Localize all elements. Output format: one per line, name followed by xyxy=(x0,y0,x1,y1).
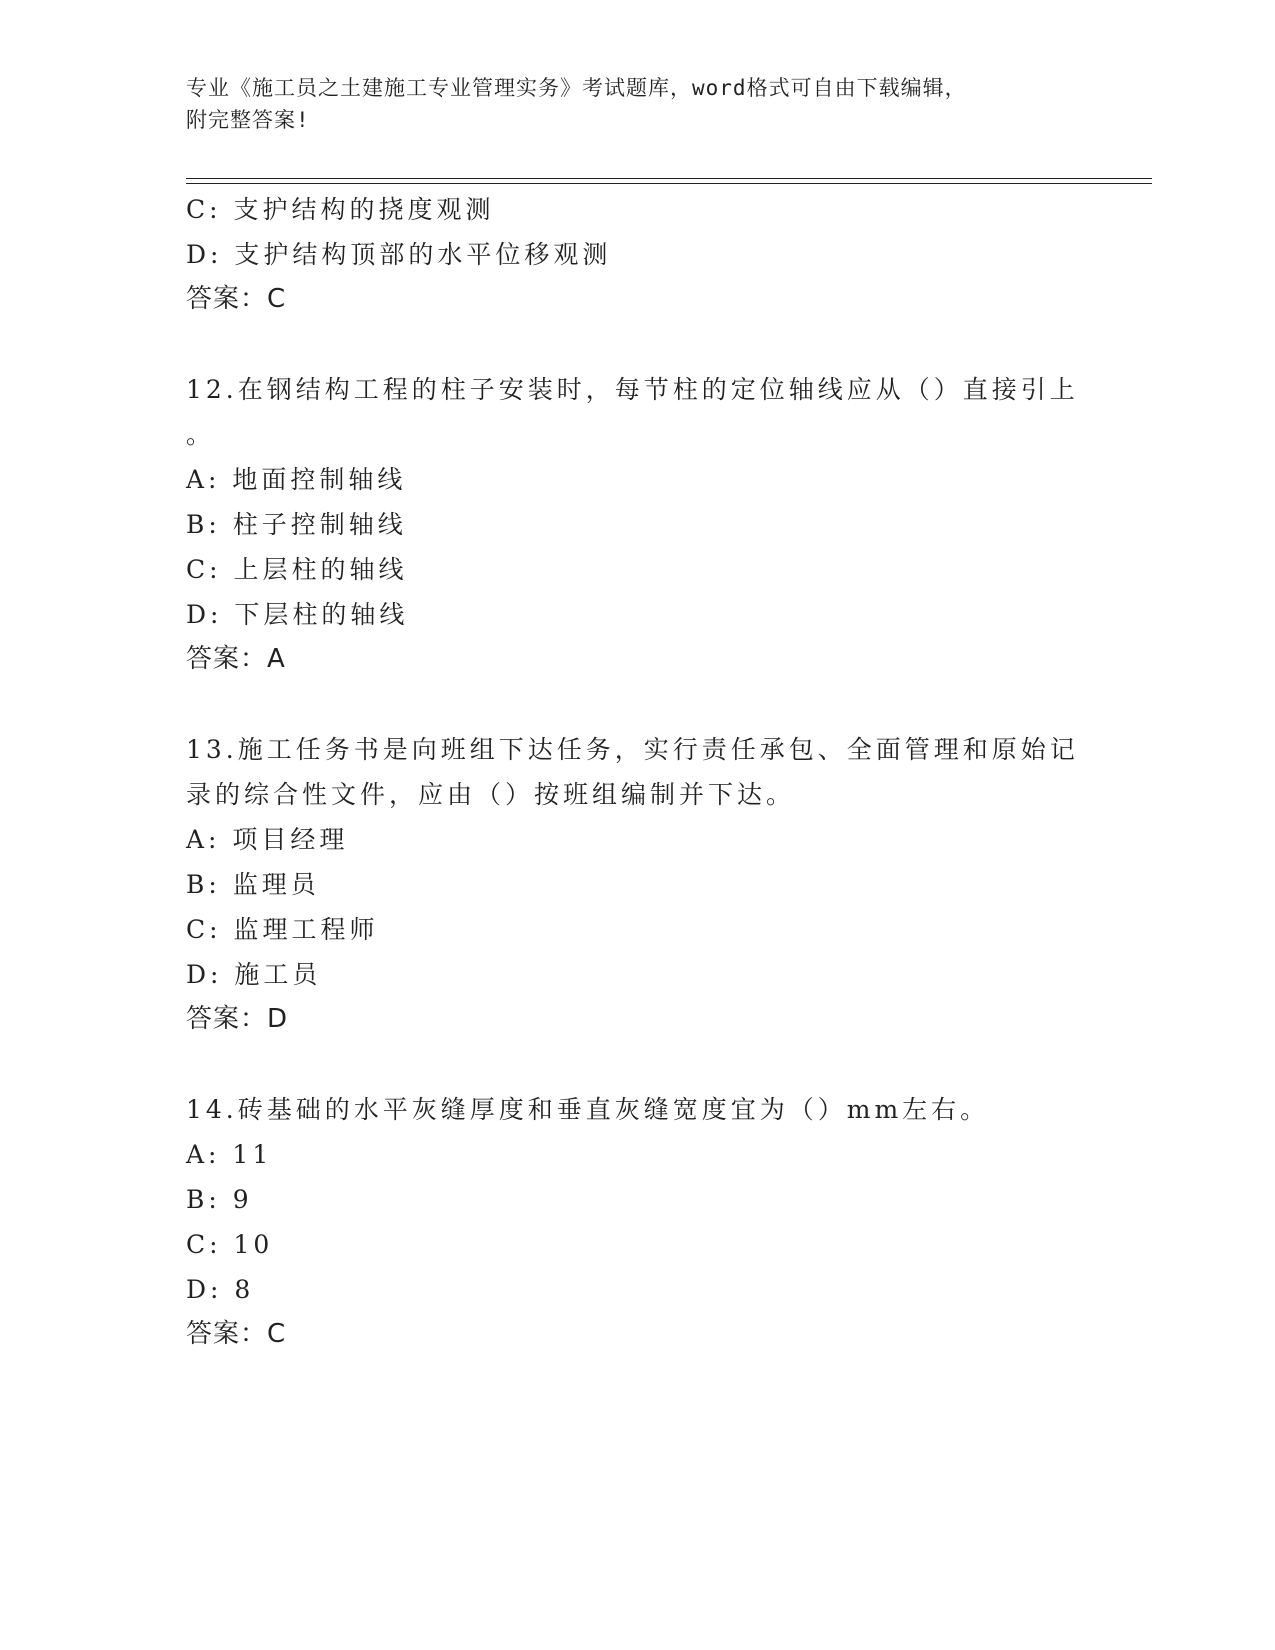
question-14-option-d: D: 8 xyxy=(186,1275,255,1304)
question-12-stem-line-2: 。 xyxy=(186,420,216,449)
question-13-answer: 答案：D xyxy=(186,1004,289,1034)
document-header xyxy=(186,72,1086,136)
question-12-option-b: B: 柱子控制轴线 xyxy=(186,510,407,539)
question-12-option-d: D: 下层柱的轴线 xyxy=(186,600,409,629)
header-divider-top xyxy=(186,178,1152,179)
header-line-2: 附完整答案! xyxy=(186,108,310,132)
question-14-answer: 答案：C xyxy=(186,1319,287,1349)
question-14-stem-line-1: 14.砖基础的水平灰缝厚度和垂直灰缝宽度宜为（）mm左右。 xyxy=(186,1095,990,1124)
header-line-1: 专业《施工员之土建施工专业管理实务》考试题库，word格式可自由下载编辑， xyxy=(186,76,967,100)
option-d: D: 支护结构顶部的水平位移观测 xyxy=(186,240,612,269)
question-13-stem-line-1: 13.施工任务书是向班组下达任务，实行责任承包、全面管理和原始记 xyxy=(186,735,1079,764)
question-14-option-b: B: 9 xyxy=(186,1185,253,1214)
question-13-option-c: C: 监理工程师 xyxy=(186,915,379,944)
question-13-option-d: D: 施工员 xyxy=(186,960,322,989)
answer-label: 答案：C xyxy=(186,284,287,314)
question-13-option-a: A: 项目经理 xyxy=(186,825,349,854)
question-12-option-c: C: 上层柱的轴线 xyxy=(186,555,408,584)
question-12-option-a: A: 地面控制轴线 xyxy=(186,465,407,494)
question-12-answer: 答案：A xyxy=(186,644,286,674)
question-14-option-c: C: 10 xyxy=(186,1230,274,1259)
question-14-option-a: A: 11 xyxy=(186,1140,273,1169)
question-12-stem-line-1: 12.在钢结构工程的柱子安装时，每节柱的定位轴线应从（）直接引上 xyxy=(186,375,1079,404)
header-divider-bottom xyxy=(186,183,1152,184)
question-13-option-b: B: 监理员 xyxy=(186,870,320,899)
question-13-stem-line-2: 录的综合性文件，应由（）按班组编制并下达。 xyxy=(186,780,796,809)
option-c: C: 支护结构的挠度观测 xyxy=(186,195,495,224)
